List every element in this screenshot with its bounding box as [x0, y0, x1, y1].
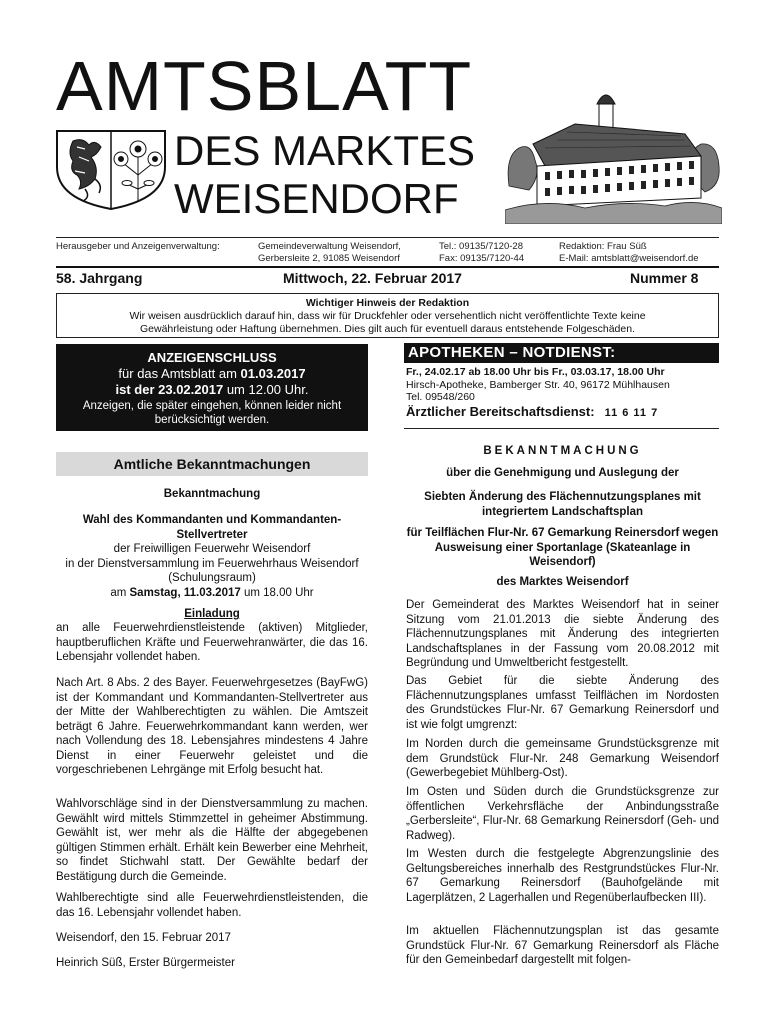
announcement-paragraph1: Der Gemeinderat des Marktes Weisendorf hat in seiner Sitzung vom 21.01.2013 die siebte Änderung des Flächennutzungsplanes mit Änderung des integrierten Landschaftsplanes in der Fassung vom 20.08.2012 mit Begründung und Umweltbericht festgestellt. [406, 599, 719, 669]
issue-rule-top [56, 266, 719, 268]
ad-deadline-issue [56, 366, 368, 382]
publisher-phone [439, 241, 524, 265]
doctor-on-call [406, 404, 719, 421]
announcement-paragraph4: Im Osten und Süden durch die Grundstücksgrenze zur öffentlichen Verkehrsfläche der Anbindungsstraße „Gerbersleite“, Flur-Nr. 68 Gemarkung Reinersdorf (Geh- und Radweg). [406, 786, 719, 842]
issue-number: Nummer 8 [630, 270, 699, 286]
editorial-notice-heading: Wichtiger Hinweis der Redaktion [305, 297, 470, 309]
ad-deadline-time: um 12.00 Uhr. [223, 382, 309, 397]
issue-volume: 58. Jahrgang [56, 270, 143, 286]
ad-deadline-issue-date: 01.03.2017 [240, 366, 306, 381]
publisher-label: Herausgeber und Anzeigenverwaltung: [56, 241, 220, 252]
election-subtitle1: der Freiwilligen Feuerwehr Weisendorf [113, 543, 311, 555]
invitation-text: an alle Feuerwehrdienstleistende (aktiven) Mitglieder, hauptberuflichen Kräfte und Feuerwehranwärter, die das 16. Lebensjahr vollendet haben. [56, 622, 368, 663]
announcement-paragraph3: Im Norden durch die gemeinsame Grundstücksgrenze mit dem Grundstück Flur-Nr. 248 Gemarkung Weisendorf (Gewerbegebiet Mühlberg-Ost). [406, 738, 719, 779]
coat-of-arms-icon [55, 127, 167, 211]
announcement-sub1: über die Genehmigung und Auslegung der [446, 467, 679, 479]
publisher-address-line2: Gerbersleite 2, 91085 Weisendorf [258, 253, 400, 264]
announcement-sub2: Siebten Änderung des Flächennutzungsplanes mit integriertem Landschaftsplan [424, 491, 701, 518]
announcement-paragraph2: Das Gebiet für die siebte Änderung des Flächennutzungsplanes umfasst Teilflächen im Nordosten des Grundstückes Flur-Nr. 67 Gemarkung Reinersdorf und ist wie folgt umgrenzt: [406, 675, 719, 731]
section-heading-official-notices: Amtliche Bekanntmachungen [56, 452, 368, 476]
announcement-sub4: des Marktes Weisendorf [496, 576, 629, 588]
notice-title: Bekanntmachung [163, 488, 261, 500]
editorial-notice-line1: Wir weisen ausdrücklich darauf hin, dass wir für Druckfehler oder versehentlich nicht veröffentlichte Texte keine [129, 310, 646, 322]
publisher-editor-name: Redaktion: Frau Süß [559, 241, 647, 252]
signature: Heinrich Süß, Erster Bürgermeister [56, 957, 235, 969]
announcement-paragraph6: Im aktuellen Flächennutzungsplan ist das gesamte Grundstück Flur-Nr. 67 Gemarkung Reinersdorf als Fläche für den Gemeinbedarf dargestellt mit folgen- [406, 925, 719, 966]
pharmacy-info [406, 366, 719, 404]
announcement-sub3: für Teilflächen Flur-Nr. 67 Gemarkung Reinersdorf wegen Ausweisung einer Sportanlage (Skateanlage in Weisendorf) [406, 527, 719, 568]
ad-deadline-date-bold: ist der 23.02.2017 [115, 382, 224, 397]
doctor-on-call-label: Ärztlicher Bereitschaftsdienst: [406, 404, 595, 419]
pharmacy-address: Hirsch-Apotheke, Bamberger Str. 40, 96172 Mühlhausen [406, 378, 670, 391]
election-announcement [56, 513, 368, 600]
ad-deadline-date [56, 382, 368, 398]
masthead-subtitle-line1: DES MARKTES [174, 127, 476, 174]
issue-date: Mittwoch, 22. Februar 2017 [283, 270, 462, 286]
publisher-editor [559, 241, 699, 265]
editorial-notice [56, 293, 719, 338]
ad-deadline-box [56, 344, 368, 431]
election-time: um 18.00 Uhr [240, 586, 314, 599]
ad-deadline-issue-label: für das Amtsblatt am [118, 366, 241, 381]
pharmacy-period: Fr., 24.02.17 ab 18.00 Uhr bis Fr., 03.03.17, 18.00 Uhr [406, 366, 665, 378]
election-date: Samstag, 11.03.2017 [129, 586, 241, 599]
election-paragraph2: Wahlvorschläge sind in der Dienstversammlung zu machen. Gewählt wird mittels Stimmzettel in geheimer Abstimmung. Gewählt ist, wer mehr als die Hälfte der abgegebenen gültigen Stimmen erhält. Erhält kein Bewerber eine Mehrheit, so findet Stichwahl statt. Der Gewählte bedarf der Bestätigung durch die Gemeinde. [56, 798, 368, 883]
publisher-fax: Fax: 09135/7120-44 [439, 253, 525, 264]
castle-illustration [505, 86, 722, 224]
election-title: Wahl des Kommandanten und Kommandanten-Stellvertreter [82, 514, 342, 541]
masthead-title: AMTSBLATT [56, 47, 473, 125]
publisher-address [258, 241, 401, 265]
election-date-pre: am [110, 586, 130, 599]
doctor-on-call-number: 11 6 11 7 [604, 407, 659, 419]
pharmacy-heading: APOTHEKEN – NOTDIENST: [404, 343, 719, 363]
election-subtitle2: in der Dienstversammlung im Feuerwehrhaus Weisendorf (Schulungsraum) [65, 557, 359, 584]
publisher-email: E-Mail: amtsblatt@weisendorf.de [559, 253, 699, 264]
pharmacy-rule [404, 428, 719, 429]
election-date-line [56, 586, 368, 601]
place-date: Weisendorf, den 15. Februar 2017 [56, 932, 231, 944]
announcement-paragraph5: Im Westen durch die festgelegte Abgrenzungslinie des Geltungsbereiches innerhalb des Restgrundstückes Flur-Nr. 67 Gemarkung Reinersdorf (Bauhofgelände mit Lagerplätzen, 2 Lagerhallen und Regenüberlaufbecken III). [406, 848, 719, 904]
masthead-rule [56, 237, 719, 238]
election-paragraph1: Nach Art. 8 Abs. 2 des Bayer. Feuerwehrgesetzes (BayFwG) ist der Kommandant und Kommandanten-Stellvertreter aus der Mitte der Wahlberechtigten zu wählen. Die Amtszeit beträgt 6 Jahre. Feuerwehrkommandant kann werden, wer nach Vollendung des 18. Lebensjahres mindestens 4 Jahre Dienst in einer Feuerwehr geleistet und die vorgeschriebenen Lehrgänge mit Erfolg besucht hat. [56, 677, 368, 776]
announcement-heading: BEKANNTMACHUNG [483, 445, 642, 457]
invitation-heading: Einladung [184, 608, 240, 620]
editorial-notice-line2: Gewährleistung oder Haftung übernehmen. Dies gilt auch für eventuell daraus entstehende Folgeschäden. [140, 323, 635, 335]
ad-deadline-note: Anzeigen, die später eingehen, können leider nicht berücksichtigt werden. [82, 400, 342, 426]
ad-deadline-heading: ANZEIGENSCHLUSS [147, 350, 277, 365]
publisher-tel: Tel.: 09135/7120-28 [439, 241, 523, 252]
election-paragraph3: Wahlberechtigte sind alle Feuerwehrdienstleistenden, die das 16. Lebensjahr vollendet haben. [56, 892, 368, 919]
pharmacy-tel: Tel. 09548/260 [406, 391, 475, 403]
masthead-subtitle-line2: WEISENDORF [174, 175, 459, 222]
publisher-address-line1: Gemeindeverwaltung Weisendorf, [258, 241, 401, 252]
